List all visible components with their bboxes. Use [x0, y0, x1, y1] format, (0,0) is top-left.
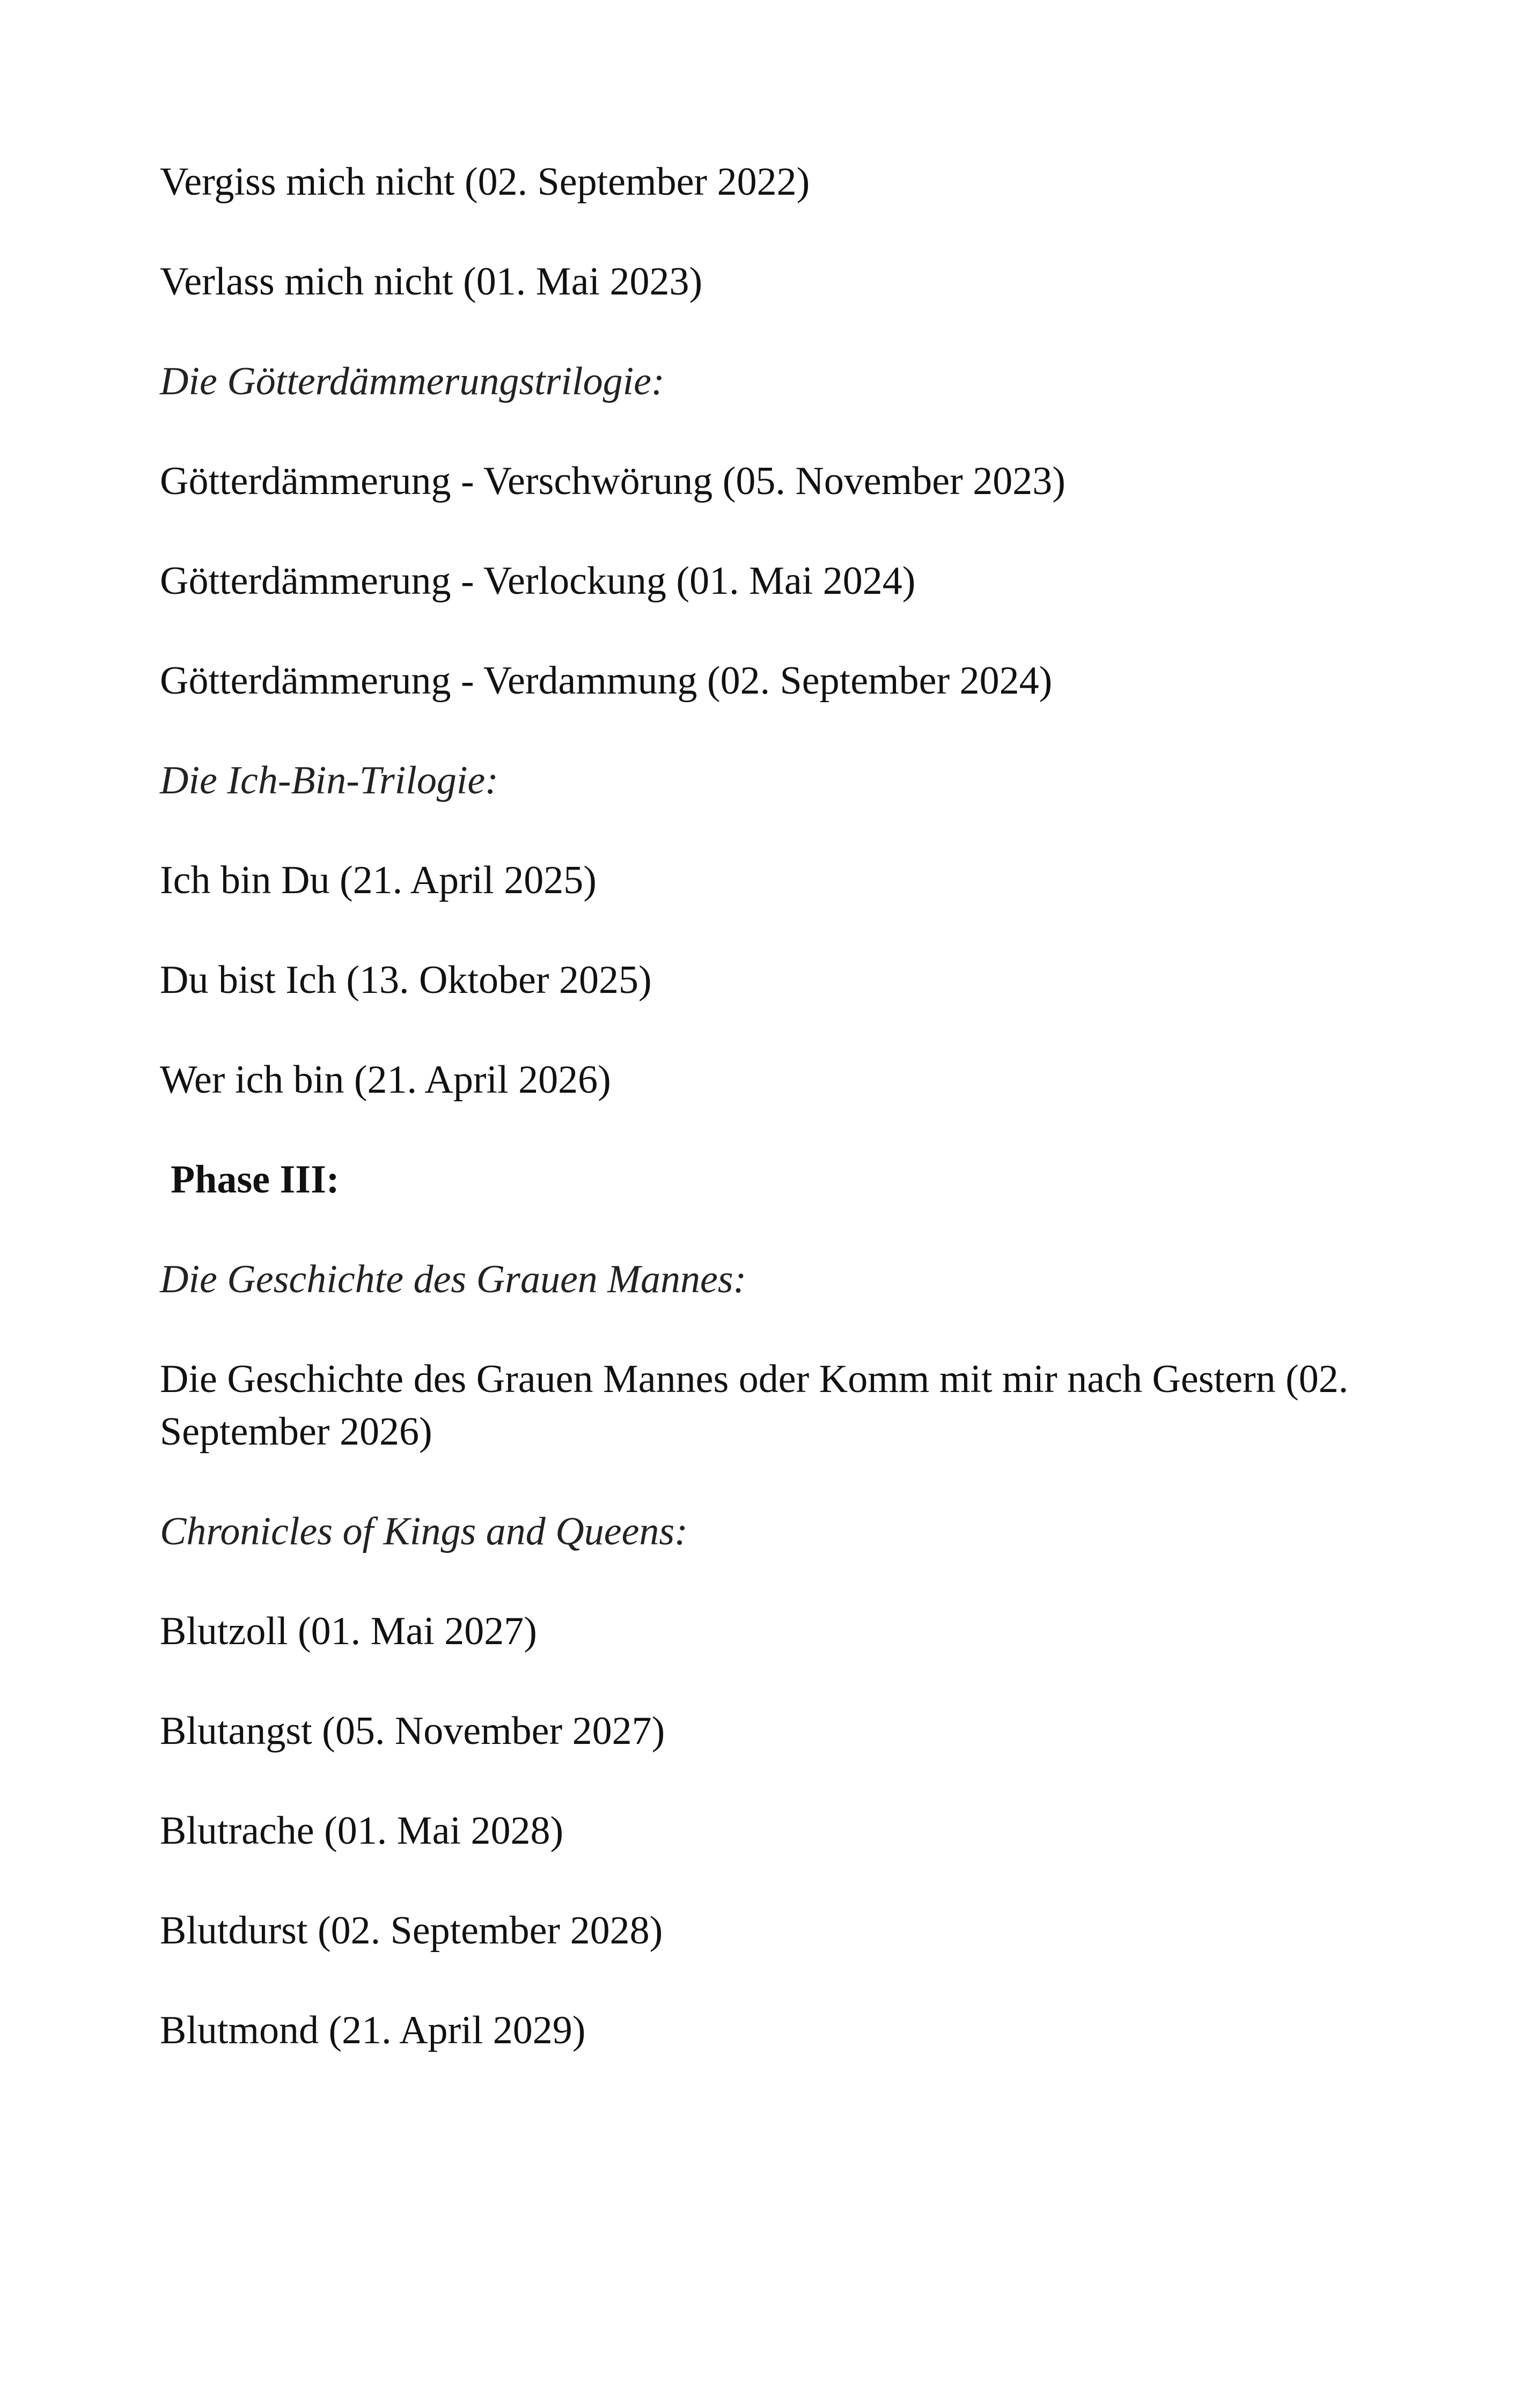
book-entry: Ich bin Du (21. April 2025): [160, 858, 597, 902]
series-heading: Chronicles of Kings and Queens:: [160, 1509, 688, 1553]
book-entry: Du bist Ich (13. Oktober 2025): [160, 958, 652, 1002]
book-entry: Blutzoll (01. Mai 2027): [160, 1609, 537, 1653]
book-entry: Blutrache (01. Mai 2028): [160, 1809, 564, 1853]
book-entry: Götterdämmerung - Verschwörung (05. November 2023): [160, 459, 1066, 503]
book-entry: Verlass mich nicht (01. Mai 2023): [160, 260, 703, 304]
book-entry: Blutangst (05. November 2027): [160, 1709, 665, 1753]
book-entry: Die Geschichte des Grauen Mannes oder Komm mit mir nach Gestern (02. September 2026): [160, 1357, 1349, 1454]
book-list: [160, 156, 1394, 2104]
phase-heading: Phase III:: [171, 1158, 340, 1202]
book-entry: Blutdurst (02. September 2028): [160, 1909, 663, 1953]
book-entry: Götterdämmerung - Verlockung (01. Mai 2024): [160, 559, 916, 603]
series-heading: Die Geschichte des Grauen Mannes:: [160, 1257, 747, 1301]
book-entry: Blutmond (21. April 2029): [160, 2008, 586, 2052]
series-heading: Die Götterdämmerungstrilogie:: [160, 359, 665, 403]
series-heading: Die Ich-Bin-Trilogie:: [160, 759, 498, 802]
book-entry: Wer ich bin (21. April 2026): [160, 1058, 611, 1102]
book-entry: Vergiss mich nicht (02. September 2022): [160, 160, 810, 204]
book-entry: Götterdämmerung - Verdammung (02. September 2024): [160, 659, 1053, 703]
